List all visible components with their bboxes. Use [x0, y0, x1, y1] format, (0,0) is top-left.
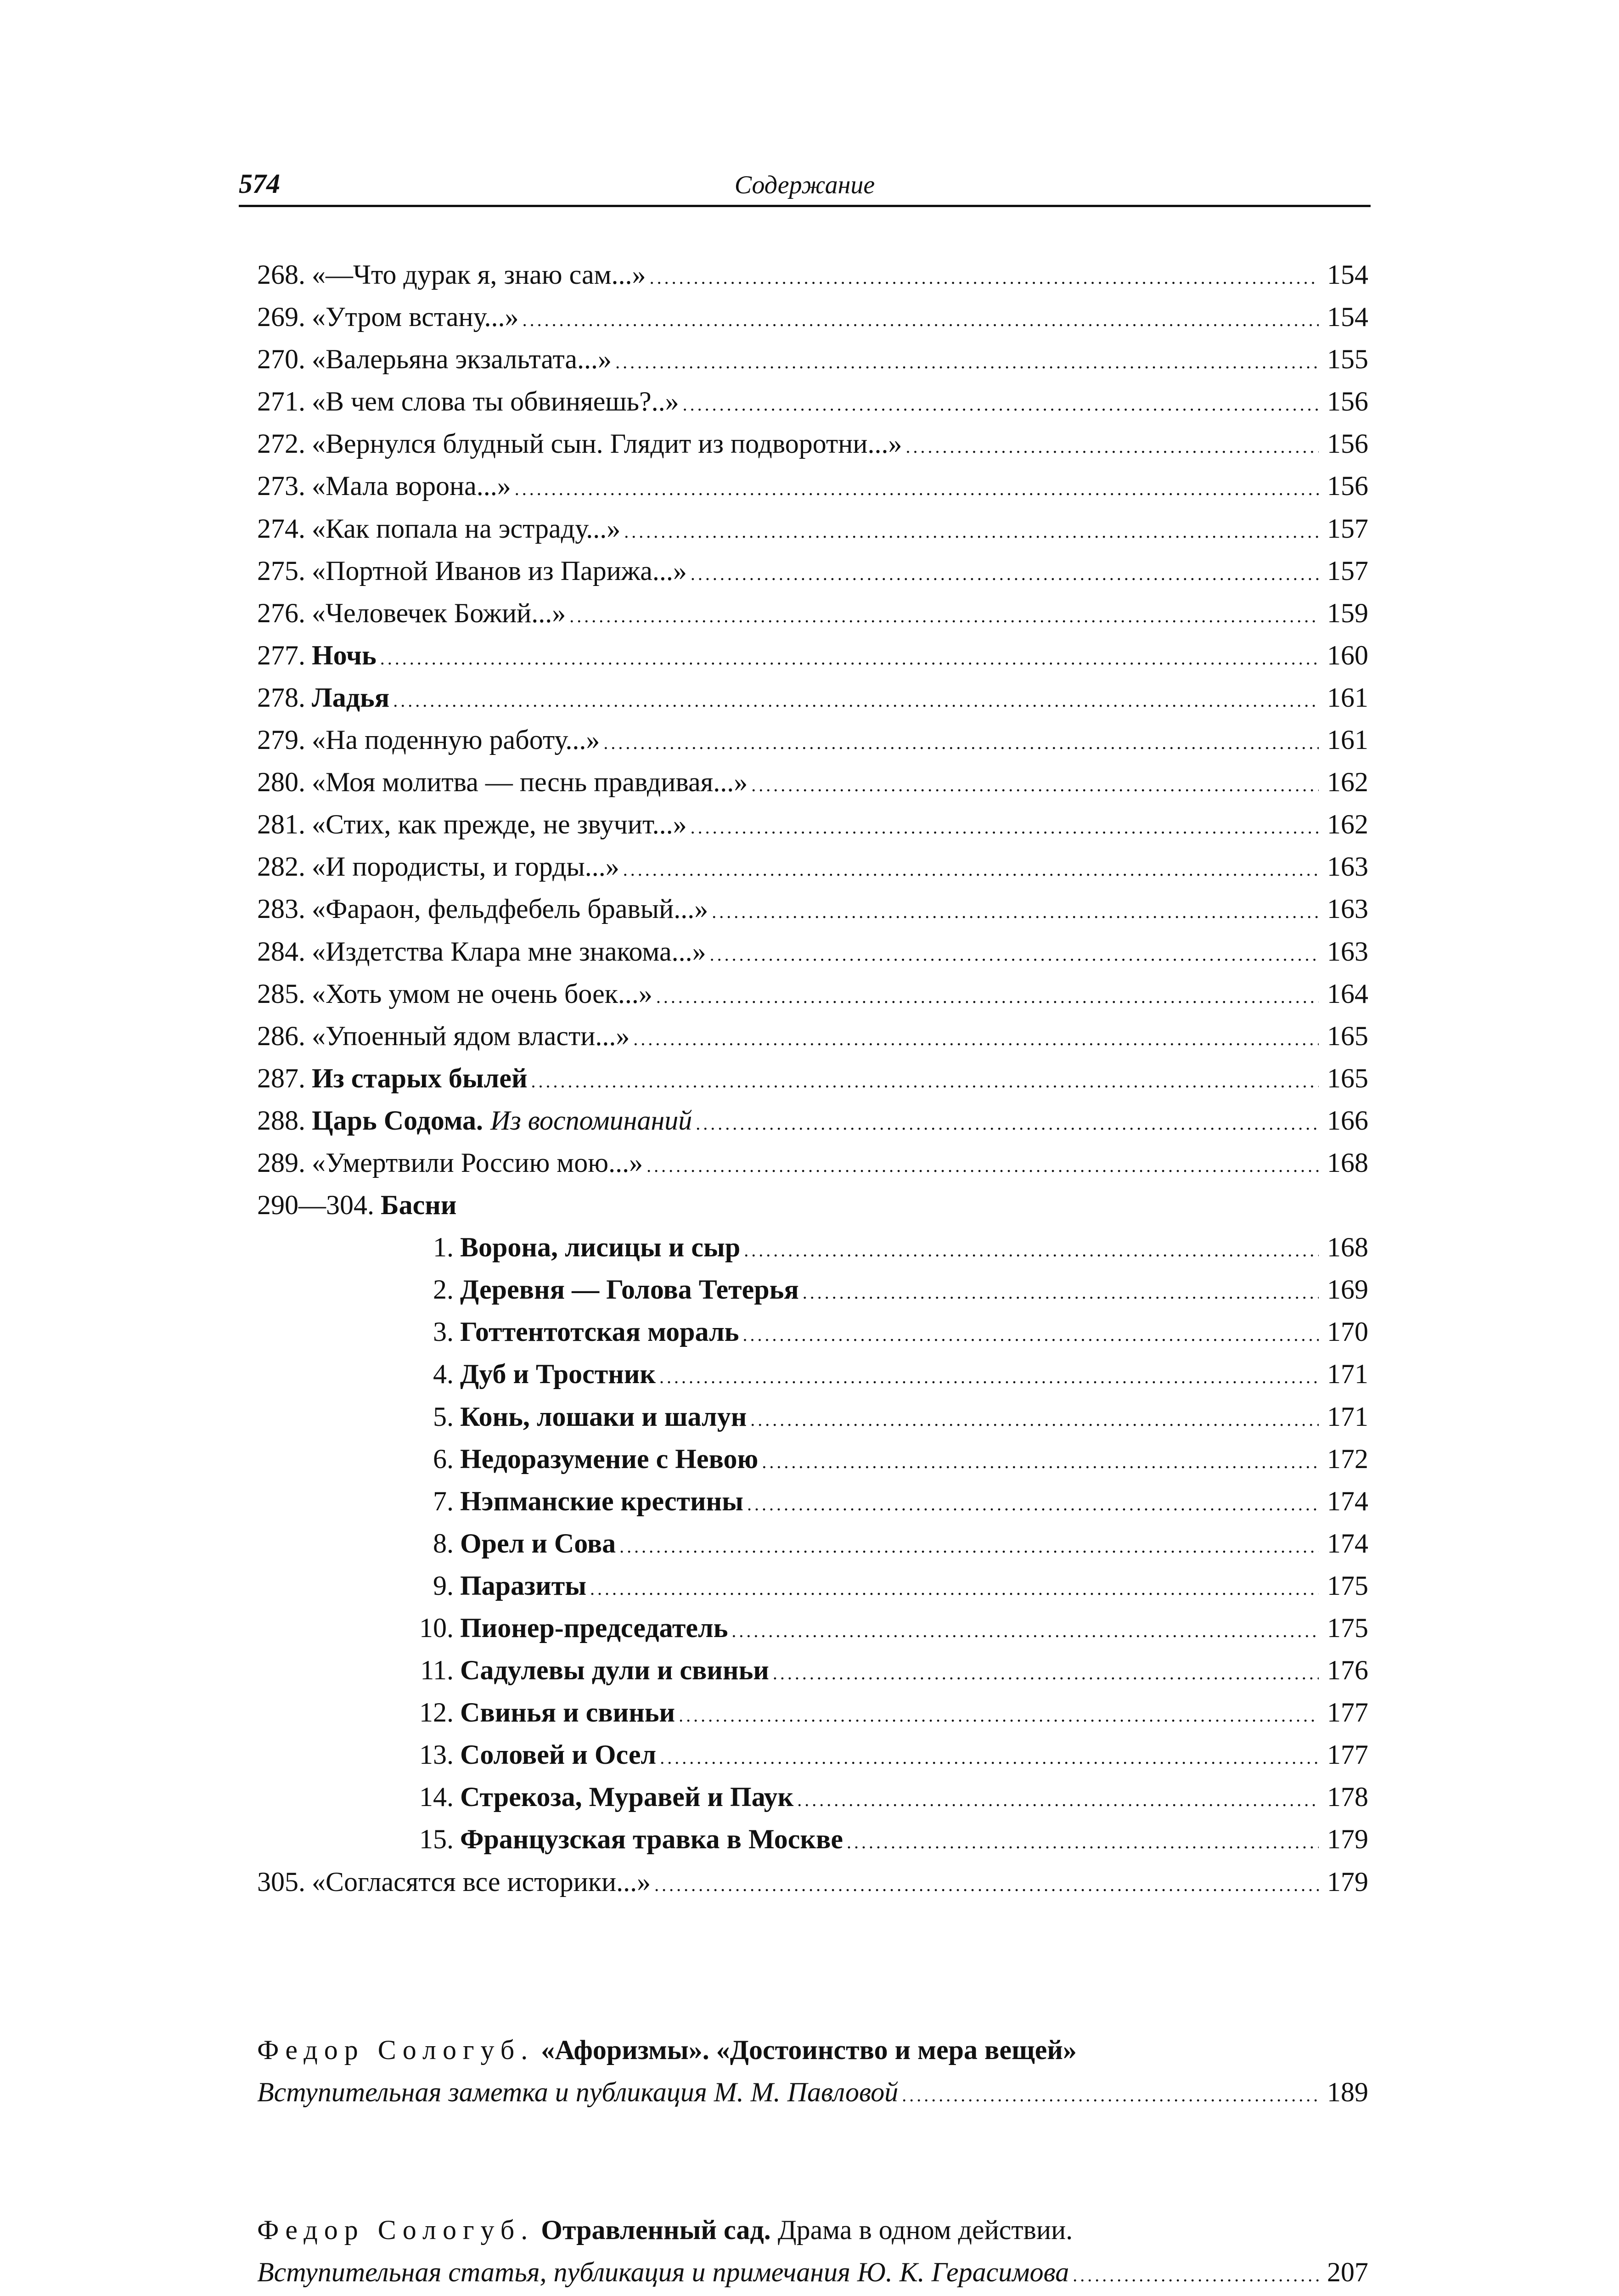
entry-number: 286. — [257, 1020, 305, 1051]
dot-leader — [646, 1145, 1319, 1187]
dot-leader — [683, 383, 1319, 426]
section-heading — [257, 2029, 1368, 2071]
dot-leader — [712, 891, 1319, 933]
section-page: 189 — [1327, 2077, 1368, 2107]
entry-page: 157 — [1327, 513, 1368, 544]
entry-title: «Стих, как прежде, не звучит...» — [312, 809, 687, 840]
entry-number: 271. — [257, 386, 305, 417]
entry-title: Готтентотская мораль — [460, 1317, 739, 1347]
entry-title: «Вернулся блудный сын. Глядит из подворотни...» — [312, 428, 902, 459]
entry-title: «На поденную работу...» — [312, 725, 600, 755]
dot-leader — [615, 341, 1319, 383]
entry-page: 177 — [1327, 1739, 1368, 1770]
dot-leader — [619, 1525, 1319, 1568]
section-subtitle: Вступительная статья, публикация и примечания Ю. К. Герасимова — [257, 2257, 1069, 2287]
toc-entry — [257, 803, 1368, 845]
entry-page: 160 — [1327, 640, 1368, 670]
entry-page: 177 — [1327, 1697, 1368, 1728]
fable-entry — [413, 1438, 1368, 1480]
entry-page: 162 — [1327, 767, 1368, 798]
entry-page: 161 — [1327, 682, 1368, 713]
entry-page: 162 — [1327, 809, 1368, 840]
entry-page: 161 — [1327, 725, 1368, 755]
entry-number: 290—304. — [257, 1190, 374, 1221]
toc-entry — [257, 845, 1368, 888]
entry-title: Из старых былей — [312, 1063, 528, 1093]
page-number: 574 — [239, 169, 280, 199]
entry-title: «Умертвили Россию мою...» — [312, 1147, 643, 1178]
toc-entry — [257, 422, 1368, 465]
entry-title: «Хоть умом не очень боек...» — [312, 978, 652, 1009]
dot-leader — [656, 976, 1319, 1018]
dot-leader — [710, 934, 1319, 976]
section-subtitle-row — [257, 2071, 1368, 2113]
dot-leader — [650, 257, 1319, 299]
dot-leader — [659, 1356, 1319, 1398]
dot-leader — [623, 849, 1319, 891]
dot-leader — [691, 553, 1319, 595]
toc-entry-fables — [257, 1184, 1368, 1226]
entry-number: 280. — [257, 767, 305, 798]
dot-leader — [762, 1441, 1319, 1483]
dot-leader — [742, 1314, 1319, 1356]
entry-page: 179 — [1327, 1824, 1368, 1855]
entry-number: 272. — [257, 428, 305, 459]
dot-leader — [515, 468, 1319, 510]
section-subtitle: Вступительная заметка и публикация М. М. Павловой — [257, 2077, 899, 2107]
entry-title: «В чем слова ты обвиняешь?..» — [312, 386, 679, 417]
section-title: «Афоризмы». «Достоинство и мера вещей» — [541, 2035, 1077, 2065]
entry-title: Свинья и свиньи — [460, 1697, 675, 1728]
section-genre: Драма в одном действии. — [777, 2215, 1073, 2245]
dot-leader — [691, 806, 1319, 849]
entry-number: 283. — [257, 894, 305, 924]
entry-number: 281. — [257, 809, 305, 840]
toc-entry — [257, 550, 1368, 592]
entry-page: 156 — [1327, 428, 1368, 459]
fable-entry — [413, 1733, 1368, 1776]
dot-leader — [731, 1610, 1319, 1652]
entry-page: 171 — [1327, 1401, 1368, 1432]
dot-leader — [847, 1821, 1319, 1863]
entry-number: 279. — [257, 725, 305, 755]
entry-page: 175 — [1327, 1613, 1368, 1643]
entry-title: Нэпманские крестины — [460, 1486, 743, 1516]
entry-number: 13. — [419, 1739, 454, 1770]
entry-page: 168 — [1327, 1232, 1368, 1263]
entry-title: Паразиты — [460, 1570, 587, 1601]
entry-page: 174 — [1327, 1528, 1368, 1559]
section-page: 207 — [1327, 2257, 1368, 2287]
entry-page: 165 — [1327, 1063, 1368, 1093]
fable-entry — [413, 1353, 1368, 1395]
section-author: Федор Сологуб. — [257, 2215, 534, 2245]
entry-number: 277. — [257, 640, 305, 670]
entry-title: «Валерьяна экзальтата...» — [312, 344, 612, 375]
running-title: Содержание — [734, 171, 875, 199]
dot-leader — [750, 1399, 1319, 1441]
entry-title: «Фараон, фельдфебель бравый...» — [312, 894, 708, 924]
entry-page: 154 — [1327, 302, 1368, 332]
entry-number: 269. — [257, 302, 305, 332]
toc-entry — [257, 1057, 1368, 1099]
entry-title: Ворона, лисицы и сыр — [460, 1232, 741, 1263]
entry-title: «Мала ворона...» — [312, 471, 511, 501]
entry-page: 166 — [1327, 1105, 1368, 1136]
entry-page: 157 — [1327, 555, 1368, 586]
dot-leader — [590, 1568, 1319, 1610]
entry-title: «Упоенный ядом власти...» — [312, 1020, 630, 1051]
toc-entry — [257, 592, 1368, 634]
toc-entry — [257, 1861, 1368, 1903]
entry-page: 171 — [1327, 1359, 1368, 1390]
toc-entry — [257, 676, 1368, 719]
toc-entry — [257, 1142, 1368, 1184]
entry-number: 305. — [257, 1866, 305, 1897]
dot-leader — [905, 426, 1319, 468]
entry-number: 7. — [433, 1486, 454, 1516]
fable-entry — [413, 1649, 1368, 1691]
entry-title: Деревня — Голова Тетерья — [460, 1274, 799, 1305]
fable-entry — [413, 1776, 1368, 1818]
entry-number: 273. — [257, 471, 305, 501]
entry-number: 3. — [433, 1317, 454, 1347]
fable-entry — [413, 1396, 1368, 1438]
toc-entry — [257, 973, 1368, 1015]
entry-page: 165 — [1327, 1020, 1368, 1051]
section-subtitle-row — [257, 2251, 1368, 2293]
toc-entry — [257, 507, 1368, 550]
toc-entry — [257, 380, 1368, 422]
entry-number: 15. — [419, 1824, 454, 1855]
toc-entry — [257, 253, 1368, 296]
entry-page: 175 — [1327, 1570, 1368, 1601]
entry-title: «Издетства Клара мне знакома...» — [312, 936, 706, 967]
dot-leader — [603, 722, 1319, 764]
dot-leader — [696, 1103, 1319, 1145]
entry-page: 176 — [1327, 1655, 1368, 1686]
dot-leader — [633, 1018, 1319, 1060]
section-title: Отравленный сад. — [541, 2215, 771, 2245]
entry-number: 270. — [257, 344, 305, 375]
dot-leader — [679, 1694, 1319, 1737]
toc-entry — [257, 930, 1368, 973]
entry-number: 11. — [420, 1655, 454, 1686]
entry-page: 159 — [1327, 597, 1368, 628]
entry-number: 285. — [257, 978, 305, 1009]
entry-number: 278. — [257, 682, 305, 713]
toc-entry — [257, 1015, 1368, 1057]
dot-leader — [380, 637, 1319, 680]
entry-page: 155 — [1327, 344, 1368, 375]
entry-number: 289. — [257, 1147, 305, 1178]
table-of-contents — [257, 253, 1368, 1903]
fable-entry — [413, 1268, 1368, 1311]
fable-entry — [413, 1691, 1368, 1733]
dot-leader — [393, 680, 1319, 722]
entry-title: Царь Содома. — [312, 1105, 483, 1136]
entry-page: 156 — [1327, 386, 1368, 417]
entry-number: 6. — [433, 1443, 454, 1474]
entry-title: Стрекоза, Муравей и Паук — [460, 1782, 794, 1812]
entry-title: Недоразумение с Невою — [460, 1443, 759, 1474]
dot-leader — [569, 595, 1319, 637]
entry-title: Французская травка в Москве — [460, 1824, 843, 1855]
entry-number: 4. — [433, 1359, 454, 1390]
entry-number: 288. — [257, 1105, 305, 1136]
entry-page: 168 — [1327, 1147, 1368, 1178]
entry-page: 169 — [1327, 1274, 1368, 1305]
entry-number: 268. — [257, 259, 305, 290]
entry-title: «Портной Иванов из Парижа...» — [312, 555, 687, 586]
entry-number: 8. — [433, 1528, 454, 1559]
entry-page: 163 — [1327, 894, 1368, 924]
header-rule — [239, 205, 1371, 207]
entry-subtitle: Из воспоминаний — [490, 1105, 692, 1136]
entry-title: «Моя молитва — песнь правдивая...» — [312, 767, 748, 798]
entry-title: «Утром встану...» — [312, 302, 519, 332]
entry-number: 1. — [433, 1232, 454, 1263]
entry-number: 14. — [419, 1782, 454, 1812]
toc-entry — [257, 888, 1368, 930]
dot-leader — [654, 1864, 1319, 1906]
section-author: Федор Сологуб. — [257, 2035, 534, 2065]
entry-title: Басни — [381, 1190, 457, 1221]
fables-list — [257, 1226, 1368, 1860]
fable-entry — [413, 1226, 1368, 1268]
entry-number: 287. — [257, 1063, 305, 1093]
fable-entry — [413, 1564, 1368, 1607]
section-heading — [257, 2209, 1368, 2251]
entry-page: 178 — [1327, 1782, 1368, 1812]
dot-leader — [747, 1483, 1319, 1525]
entry-number: 282. — [257, 851, 305, 882]
entry-number: 274. — [257, 513, 305, 544]
entry-title: Садулевы дули и свиньи — [460, 1655, 769, 1686]
entry-page: 172 — [1327, 1443, 1368, 1474]
fable-entry — [413, 1522, 1368, 1564]
entry-title: Орел и Сова — [460, 1528, 616, 1559]
entry-title: Дуб и Тростник — [460, 1359, 656, 1390]
page-header — [239, 158, 1371, 200]
toc-main-entries — [257, 253, 1368, 1184]
dot-leader — [744, 1229, 1319, 1272]
toc-entry — [257, 719, 1368, 761]
toc-entry — [257, 761, 1368, 803]
entry-page: 164 — [1327, 978, 1368, 1009]
fable-entry — [413, 1818, 1368, 1860]
entry-number: 275. — [257, 555, 305, 586]
dot-leader — [1073, 2254, 1319, 2296]
entry-title: Пионер-председатель — [460, 1613, 728, 1643]
entry-page: 163 — [1327, 936, 1368, 967]
section-poisoned-garden — [257, 2209, 1368, 2293]
entry-number: 2. — [433, 1274, 454, 1305]
entry-title: Ладья — [312, 682, 390, 713]
entry-page: 163 — [1327, 851, 1368, 882]
dot-leader — [803, 1272, 1319, 1314]
dot-leader — [624, 511, 1319, 553]
fable-entry — [413, 1480, 1368, 1522]
dot-leader — [797, 1779, 1319, 1821]
dot-leader — [751, 764, 1319, 806]
entry-page: 154 — [1327, 259, 1368, 290]
dot-leader — [531, 1060, 1319, 1103]
dot-leader — [523, 299, 1319, 341]
entry-page: 156 — [1327, 471, 1368, 501]
toc-entry — [257, 338, 1368, 380]
fable-entry — [413, 1607, 1368, 1649]
entry-title: Соловей и Осел — [460, 1739, 657, 1770]
entry-number: 10. — [419, 1613, 454, 1643]
entry-title: «Согласятся все историки...» — [312, 1866, 651, 1897]
entry-number: 12. — [419, 1697, 454, 1728]
entry-title: «И породисты, и горды...» — [312, 851, 619, 882]
dot-leader — [902, 2074, 1319, 2116]
entry-title: «Человечек Божий...» — [312, 597, 566, 628]
fable-entry — [413, 1311, 1368, 1353]
entry-page: 170 — [1327, 1317, 1368, 1347]
dot-leader — [773, 1652, 1319, 1694]
entry-title: Ночь — [312, 640, 377, 670]
entry-number: 284. — [257, 936, 305, 967]
entry-number: 5. — [433, 1401, 454, 1432]
section-aphorisms — [257, 2029, 1368, 2113]
entry-title: «Как попала на эстраду...» — [312, 513, 621, 544]
dot-leader — [660, 1737, 1319, 1779]
toc-entry — [257, 634, 1368, 676]
entry-number: 9. — [433, 1570, 454, 1601]
entry-page: 179 — [1327, 1866, 1368, 1897]
entry-page: 174 — [1327, 1486, 1368, 1516]
entry-title: «—Что дурак я, знаю сам...» — [312, 259, 646, 290]
toc-entry — [257, 296, 1368, 338]
toc-entry — [257, 1099, 1368, 1142]
entry-title: Конь, лошаки и шалун — [460, 1401, 747, 1432]
toc-entry — [257, 465, 1368, 507]
entry-number: 276. — [257, 597, 305, 628]
